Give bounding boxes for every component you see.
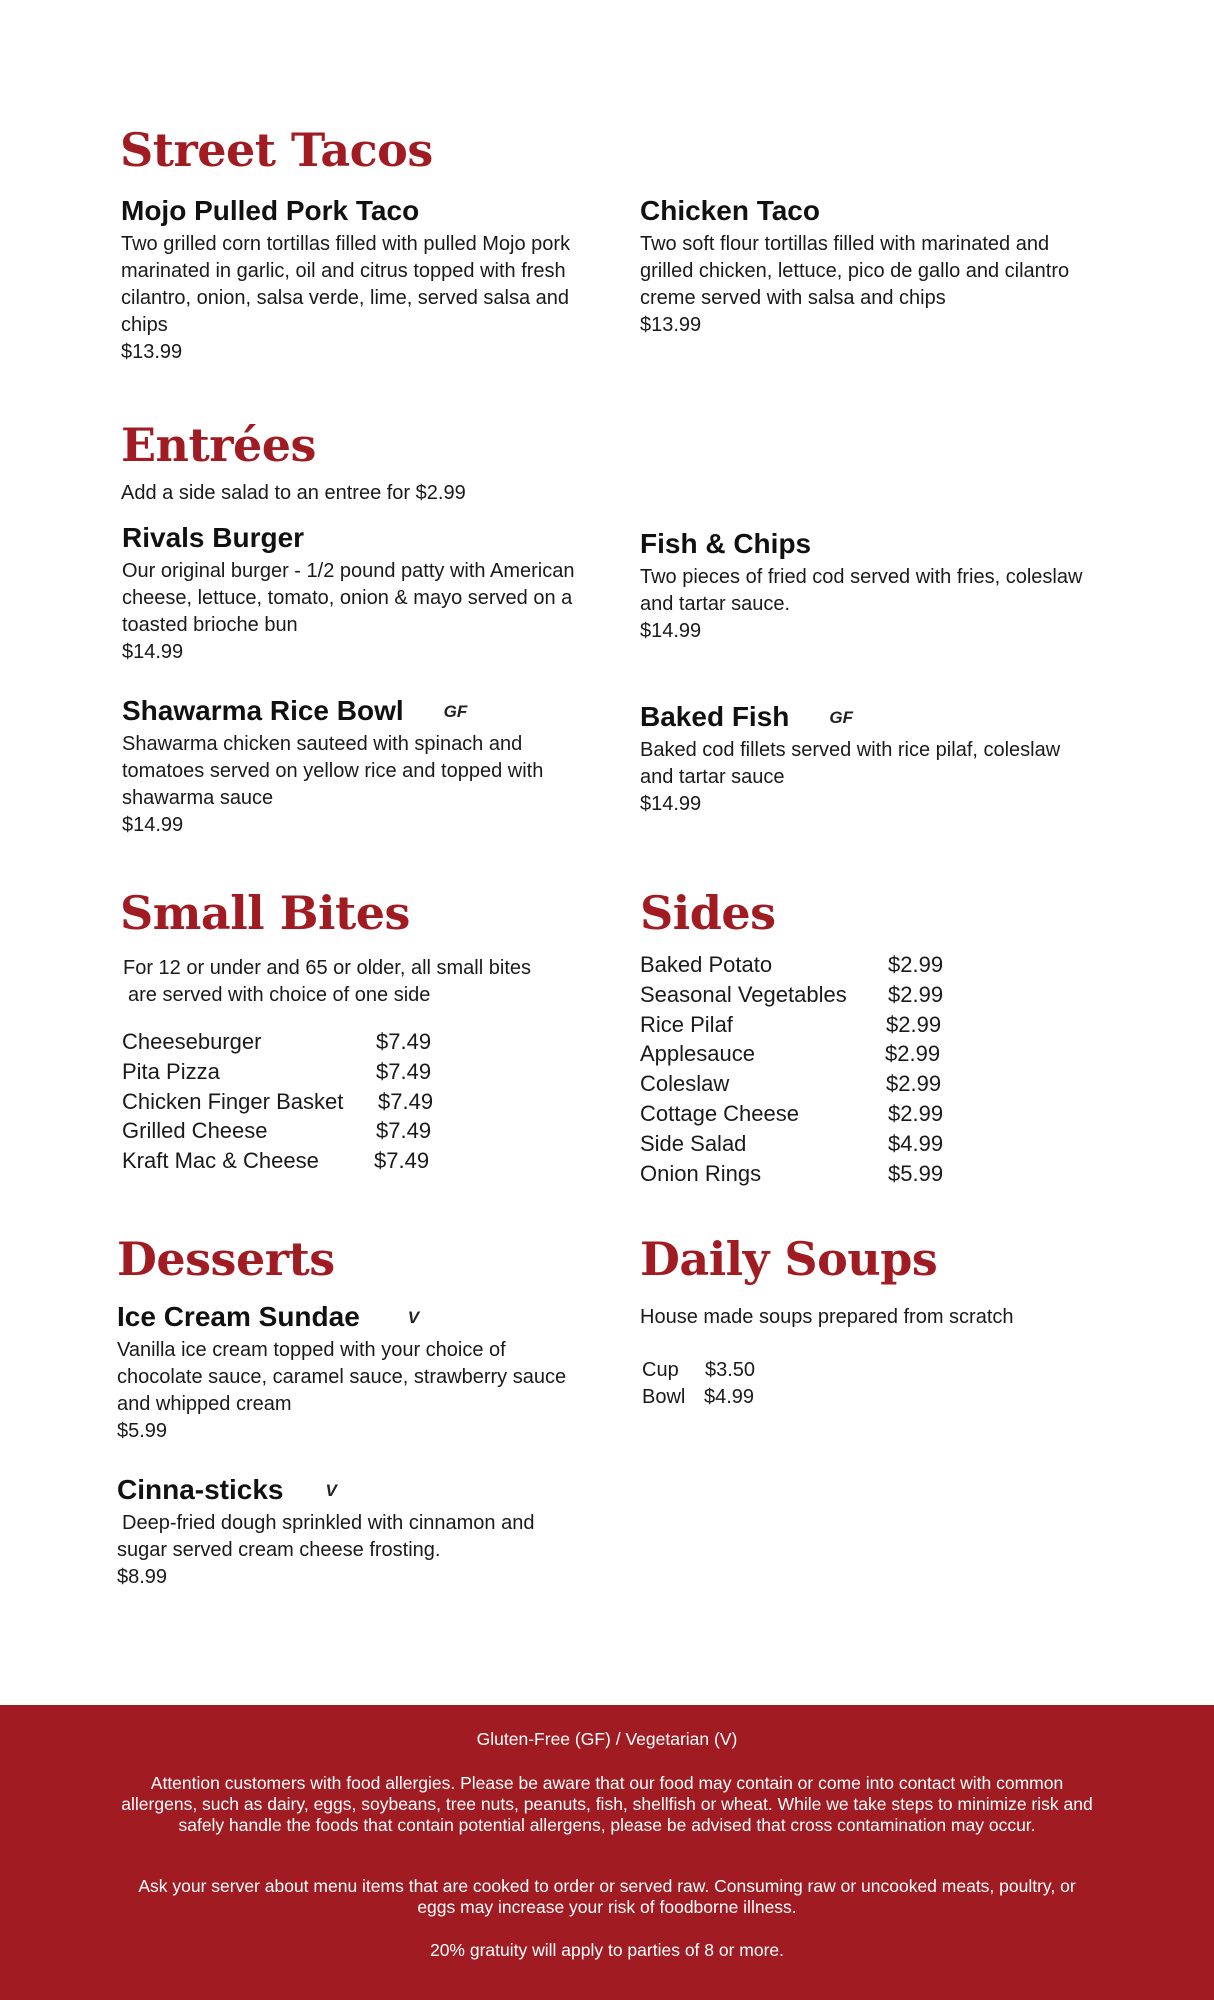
small-bites-list	[122, 1027, 482, 1176]
item-description: Deep-fried dough sprinkled with cinnamon and sugar served cream cheese frosting.	[117, 1511, 535, 1561]
menu-item-shawarma-rice-bowl	[122, 696, 582, 839]
daily-soups-title: Daily Soups	[640, 1232, 938, 1286]
dietary-legend: Gluten-Free (GF) / Vegetarian (V)	[476, 1729, 738, 1749]
item-name: Fish & Chips	[640, 528, 812, 559]
vegetarian-tag: V	[407, 1308, 420, 1328]
item-price: $7.49	[376, 1118, 432, 1144]
menu-item-cinna-sticks	[117, 1475, 587, 1591]
sides-list	[640, 950, 960, 1188]
gratuity-note: 20% gratuity will apply to parties of 8 or more.	[429, 1940, 785, 1960]
list-item	[640, 1129, 960, 1159]
item-name-row	[640, 702, 1090, 733]
entrees-note: Add a side salad to an entree for $2.99	[121, 482, 466, 504]
list-item	[640, 1039, 960, 1069]
item-name: Pita Pizza	[122, 1058, 220, 1084]
item-price: $2.99	[888, 1100, 944, 1126]
small-bites-note-line2: are served with choice of one side	[128, 984, 431, 1006]
item-name: Grilled Cheese	[122, 1118, 268, 1144]
item-name-row	[122, 696, 582, 727]
item-name: Ice Cream Sundae	[117, 1301, 360, 1332]
list-item	[122, 1057, 482, 1087]
item-name: Bowl	[642, 1386, 686, 1408]
item-price: $4.99	[704, 1386, 755, 1408]
list-item	[640, 1010, 960, 1040]
list-item	[122, 1146, 482, 1176]
item-price: $2.99	[885, 1041, 941, 1067]
menu-item-mojo-pulled-pork-taco	[121, 196, 581, 366]
item-price: $14.99	[640, 619, 702, 642]
item-price: $2.99	[886, 1011, 942, 1037]
item-description: Shawarma chicken sauteed with spinach and tomatoes served on yellow rice and topped with shawarma sauce	[122, 732, 544, 809]
raw-food-warning: Ask your server about menu items that are cooked to order or served raw. Consuming raw or uncooked meats, poultry, or eggs may increase your risk of foodborne illness.	[138, 1876, 1076, 1917]
list-item	[640, 1069, 960, 1099]
item-price: $7.49	[374, 1148, 430, 1174]
street-tacos-title: Street Tacos	[120, 123, 433, 177]
item-price: $8.99	[117, 1565, 168, 1588]
item-description: Baked cod fillets served with rice pilaf, coleslaw and tartar sauce	[640, 738, 1061, 788]
small-bites-title: Small Bites	[120, 886, 410, 940]
item-price: $7.49	[376, 1058, 432, 1084]
entrees-title: Entrées	[121, 418, 316, 472]
list-item	[640, 950, 960, 980]
item-price: $13.99	[640, 313, 702, 336]
item-description: Two soft flour tortillas filled with marinated and grilled chicken, lettuce, pico de gallo and cilantro creme served with salsa and chips	[640, 232, 1070, 309]
item-name: Mojo Pulled Pork Taco	[121, 195, 420, 226]
list-item	[642, 1357, 755, 1384]
item-name: Cinna-sticks	[117, 1474, 284, 1505]
item-name-row	[117, 1302, 587, 1333]
menu-item-ice-cream-sundae	[117, 1302, 587, 1445]
item-price: $14.99	[640, 792, 702, 815]
allergy-notice: Attention customers with food allergies. Please be aware that our food may contain or come into contact with common allergens, such as dairy, eggs, soybeans, tree nuts, peanuts, fish, shellfish or wheat. While we take steps to minimize risk and safely handle the foods that contain potential allergens, please be advised that cross contamination may occur.	[121, 1773, 1093, 1835]
item-name: Rivals Burger	[122, 522, 305, 553]
small-bites-note-line1: For 12 or under and 65 or older, all small bites	[123, 957, 531, 979]
list-item	[122, 1027, 482, 1057]
item-price: $2.99	[886, 1071, 942, 1097]
vegetarian-tag: V	[325, 1481, 337, 1501]
item-description: Two grilled corn tortillas filled with pulled Mojo pork marinated in garlic, oil and citrus topped with fresh cilantro, onion, salsa verde, lime, served salsa and chips	[121, 232, 571, 336]
item-name: Applesauce	[640, 1041, 755, 1067]
item-price: $2.99	[888, 952, 944, 977]
item-name: Baked Fish	[640, 701, 790, 732]
list-item	[122, 1116, 482, 1146]
item-name: Cup	[642, 1359, 679, 1381]
desserts-title: Desserts	[117, 1232, 335, 1286]
item-price: $14.99	[122, 640, 184, 663]
daily-soups-note: House made soups prepared from scratch	[640, 1306, 1014, 1328]
item-price: $5.99	[888, 1160, 944, 1186]
item-name: Side Salad	[640, 1130, 747, 1156]
item-name: Baked Potato	[640, 952, 773, 977]
item-name: Cottage Cheese	[640, 1100, 799, 1126]
gluten-free-tag: GF	[443, 702, 468, 722]
item-price: $7.49	[378, 1088, 434, 1114]
item-description: Vanilla ice cream topped with your choice of chocolate sauce, caramel sauce, strawberry sauce and whipped cream	[117, 1338, 567, 1415]
item-price: $14.99	[122, 813, 184, 836]
item-name-row	[117, 1475, 587, 1506]
item-description: Our original burger - 1/2 pound patty with American cheese, lettuce, tomato, onion & mayo served on a toasted brioche bun	[122, 559, 575, 636]
item-name: Shawarma Rice Bowl	[122, 695, 404, 726]
list-item	[642, 1384, 755, 1411]
item-description: Two pieces of fried cod served with fries, coleslaw and tartar sauce.	[640, 565, 1083, 615]
item-name: Kraft Mac & Cheese	[122, 1148, 319, 1174]
item-name: Chicken Taco	[640, 195, 820, 226]
gluten-free-tag: GF	[829, 708, 853, 728]
item-price: $13.99	[121, 340, 183, 363]
sides-title: Sides	[640, 886, 776, 940]
soup-size-list	[642, 1357, 755, 1411]
item-name: Rice Pilaf	[640, 1011, 733, 1037]
item-name: Cheeseburger	[122, 1029, 262, 1054]
list-item	[640, 1099, 960, 1129]
list-item	[122, 1087, 482, 1117]
menu-item-chicken-taco	[640, 196, 1090, 339]
item-price: $4.99	[888, 1130, 944, 1156]
menu-item-baked-fish	[640, 702, 1090, 818]
item-name: Seasonal Vegetables	[640, 981, 847, 1007]
allergy-footer	[0, 1705, 1214, 2000]
item-price: $3.50	[705, 1359, 756, 1381]
menu-item-fish-and-chips	[640, 529, 1090, 645]
item-name: Coleslaw	[640, 1071, 730, 1097]
small-bites-note	[123, 955, 593, 1009]
item-price: $7.49	[376, 1029, 432, 1054]
item-price: $2.99	[888, 981, 944, 1007]
list-item	[640, 1159, 960, 1189]
item-name: Chicken Finger Basket	[122, 1088, 344, 1114]
menu-item-rivals-burger	[122, 523, 582, 666]
item-price: $5.99	[117, 1419, 168, 1442]
list-item	[640, 980, 960, 1010]
item-name: Onion Rings	[640, 1160, 762, 1186]
